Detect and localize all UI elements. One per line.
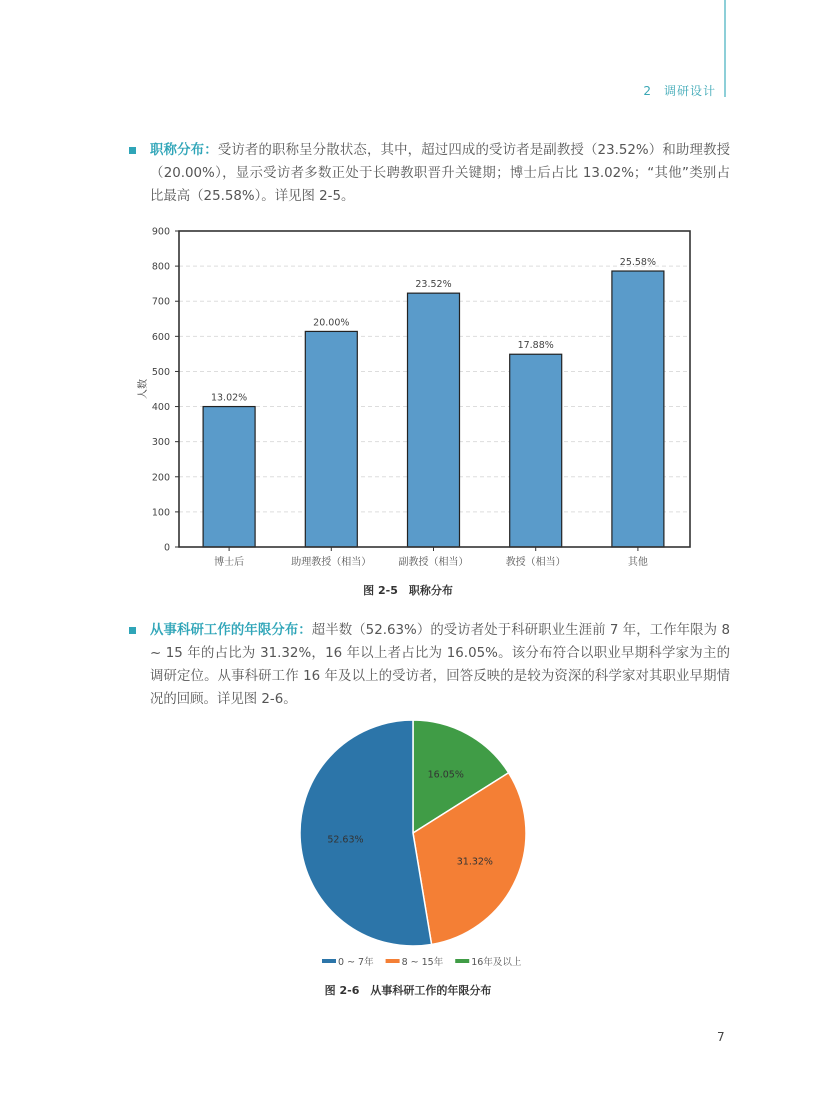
legend-swatch (455, 959, 469, 963)
figure-caption-2-5: 图 2-5 职称分布 (363, 584, 453, 597)
data-label: 17.88% (517, 340, 554, 352)
x-tick-label: 其他 (627, 557, 648, 568)
bar (408, 293, 460, 547)
pie-slice (300, 720, 432, 946)
y-tick-label: 900 (151, 226, 170, 238)
x-tick-label: 助理教授（相当） (291, 557, 372, 568)
x-tick-label: 博士后 (214, 557, 245, 568)
figure-caption-2-6: 图 2-6 从事科研工作的年限分布 (324, 984, 492, 997)
paragraph-years-distribution (150, 619, 730, 711)
y-tick-label: 500 (151, 366, 170, 378)
bar (305, 331, 357, 547)
y-tick-label: 800 (151, 261, 170, 273)
legend-label: 0 ~ 7年 (338, 957, 374, 968)
x-tick-label: 副教授（相当） (398, 557, 469, 568)
y-tick-label: 700 (151, 296, 170, 308)
chapter-number: 2 (643, 84, 652, 98)
slice-label: 52.63% (327, 834, 364, 846)
legend-label: 8 ~ 15年 (401, 957, 444, 968)
x-tick-label: 教授（相当） (505, 557, 566, 568)
legend-swatch (386, 959, 400, 963)
slice-label: 16.05% (427, 769, 464, 781)
y-tick-label: 0 (163, 542, 170, 554)
paragraph-text: 受访者的职称呈分散状态，其中，超过四成的受访者是副教授（23.52%）和助理教授（20.00%），显示受访者多数正处于长聘教职晋升关键期；博士后占比 13.02%；“其他”类别占比最高（25.58%）。详见图 2-5。 (150, 143, 730, 204)
paragraph-text: 超半数（52.63%）的受访者处于科研职业生涯前 7 年，工作年限为 8 ~ 15 年的占比为 31.32%，16 年以上者占比为 16.05%。该分布符合以职业早期科学家为主的调研定位。从事科研工作 16 年及以上的受访者，回答反映的是较为资深的科学家对其职业早期情况的回顾。详见图 2-6。 (150, 623, 730, 707)
bar (203, 407, 255, 547)
legend-swatch (322, 959, 336, 963)
y-tick-label: 200 (151, 472, 170, 484)
bar (612, 271, 664, 547)
bullet-icon (129, 627, 136, 634)
paragraph-lead: 职称分布： (150, 143, 218, 158)
pie-chart (0, 700, 816, 980)
y-tick-label: 100 (151, 507, 170, 519)
slice-label: 31.32% (456, 856, 493, 868)
y-tick-label: 600 (151, 331, 170, 343)
y-axis-label: 人数 (138, 379, 149, 399)
y-tick-label: 400 (151, 402, 170, 414)
bar (510, 354, 562, 547)
legend-label: 16年及以上 (471, 957, 522, 968)
data-label: 13.02% (210, 392, 248, 404)
data-label: 25.58% (619, 257, 657, 269)
data-label: 20.00% (313, 317, 350, 329)
page-number: 7 (717, 1030, 725, 1044)
data-label: 23.52% (415, 279, 452, 291)
chapter-title: 调研设计 (663, 84, 716, 98)
paragraph-lead: 从事科研工作的年限分布： (150, 623, 312, 638)
y-tick-label: 300 (151, 437, 170, 449)
